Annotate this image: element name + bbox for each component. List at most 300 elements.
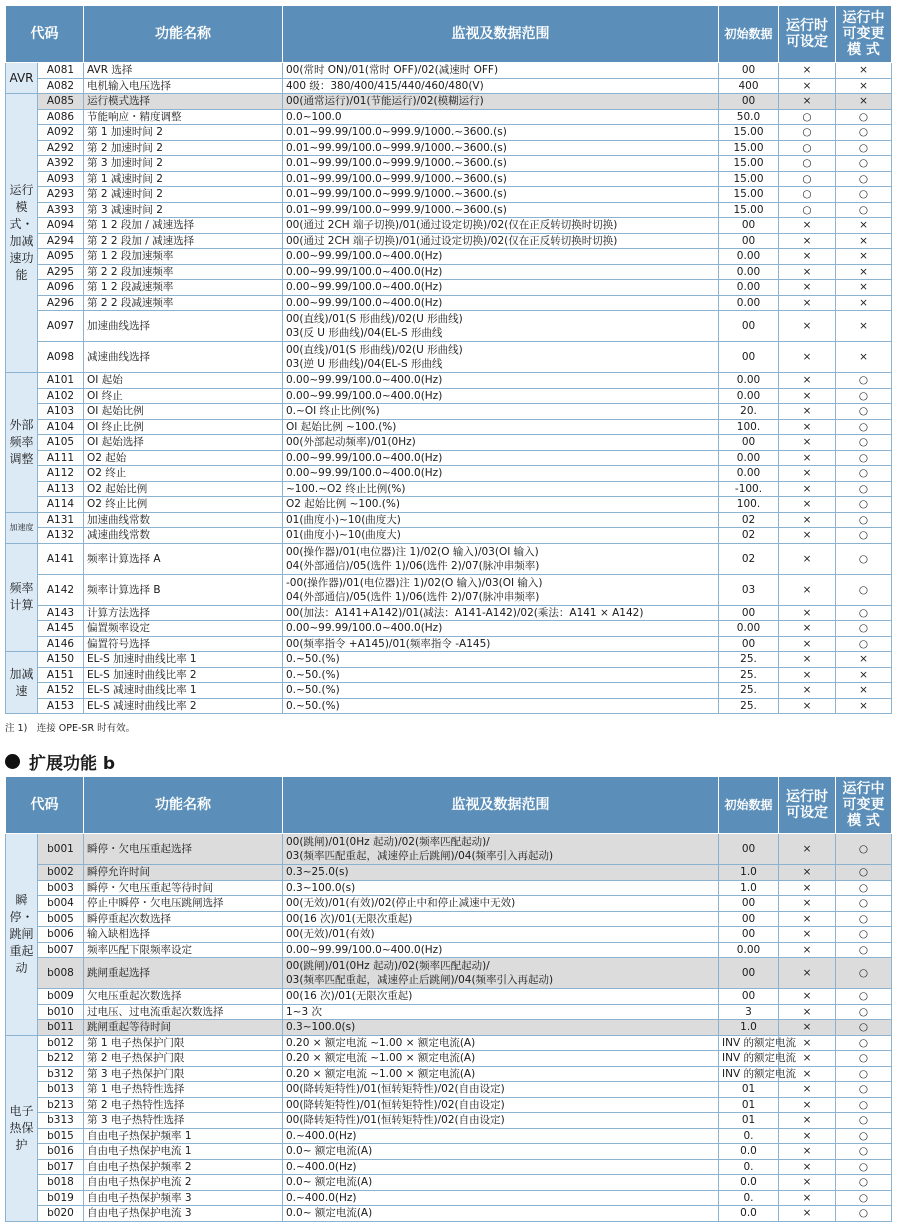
- table-row: [6, 865, 892, 881]
- param-run-settable: ×: [779, 466, 836, 482]
- param-run-changeable: ○: [836, 497, 892, 513]
- param-init: 00: [719, 605, 779, 621]
- param-run-changeable: ○: [836, 1020, 892, 1036]
- param-run-changeable: ○: [836, 466, 892, 482]
- param-name: 自由电子热保护电流 2: [84, 1175, 283, 1191]
- param-run-settable: ○: [779, 171, 836, 187]
- param-run-changeable: ×: [836, 667, 892, 683]
- param-code: b012: [38, 1035, 84, 1051]
- param-code: b017: [38, 1159, 84, 1175]
- param-name: 跳闸重起选择: [84, 958, 283, 989]
- param-name: 频率计算选择 A: [84, 543, 283, 574]
- group-label: 加减速: [6, 652, 38, 714]
- range-line: 0.3~25.0(s): [286, 866, 349, 879]
- param-name: 电机输入电压选择: [84, 78, 283, 94]
- table-row: [6, 233, 892, 249]
- param-code: A294: [38, 233, 84, 249]
- param-run-settable: ×: [779, 543, 836, 574]
- param-run-settable: ×: [779, 1051, 836, 1067]
- param-init: 25.: [719, 652, 779, 668]
- param-run-settable: ×: [779, 497, 836, 513]
- param-code: A146: [38, 636, 84, 652]
- table-row: [6, 1035, 892, 1051]
- param-init: 15.00: [719, 140, 779, 156]
- param-run-settable: ×: [779, 1004, 836, 1020]
- param-init: 0.00: [719, 373, 779, 389]
- param-name: 频率计算选择 B: [84, 574, 283, 605]
- param-run-changeable: ○: [836, 419, 892, 435]
- param-name: 欠电压重起次数选择: [84, 989, 283, 1005]
- param-run-changeable: ○: [836, 481, 892, 497]
- param-run-settable: ×: [779, 605, 836, 621]
- param-name: 瞬停重起次数选择: [84, 911, 283, 927]
- param-range: [283, 311, 719, 342]
- param-code: A105: [38, 435, 84, 451]
- table-row: [6, 1020, 892, 1036]
- table-row: [6, 295, 892, 311]
- param-run-settable: ×: [779, 373, 836, 389]
- range-line: 00(16 次)/01(无限次重起): [286, 990, 413, 1003]
- param-run-settable: ×: [779, 834, 836, 865]
- param-code: A103: [38, 404, 84, 420]
- param-run-settable: ×: [779, 880, 836, 896]
- param-run-settable: ×: [779, 958, 836, 989]
- param-code: A153: [38, 698, 84, 714]
- param-range: [283, 865, 719, 881]
- param-init: 0.: [719, 1190, 779, 1206]
- table-row: [6, 927, 892, 943]
- range-line: 0.01~99.99/100.0~999.9/1000.~3600.(s): [286, 203, 507, 216]
- param-code: A292: [38, 140, 84, 156]
- param-run-settable: ×: [779, 249, 836, 265]
- group-label: AVR: [6, 63, 38, 94]
- param-run-changeable: ○: [836, 388, 892, 404]
- table-row: [6, 435, 892, 451]
- table-row: [6, 280, 892, 296]
- range-line: 0.20 × 额定电流 ~1.00 × 额定电流(A): [286, 1036, 476, 1049]
- param-run-settable: ×: [779, 342, 836, 373]
- param-range: [283, 958, 719, 989]
- table-row: [6, 342, 892, 373]
- param-code: b006: [38, 927, 84, 943]
- param-run-changeable: ○: [836, 896, 892, 912]
- table-row: [6, 94, 892, 110]
- range-line: 0.00~99.99/100.0~400.0(Hz): [286, 281, 443, 294]
- param-run-changeable: ×: [836, 342, 892, 373]
- param-run-settable: ×: [779, 1097, 836, 1113]
- param-run-settable: ×: [779, 1066, 836, 1082]
- range-line: ~100.~O2 终止比例(%): [286, 482, 406, 495]
- param-run-settable: ×: [779, 1175, 836, 1191]
- range-line: 00(通过 2CH 端子切换)/01(通过设定切换)/02(仅在正反转切换时切换): [286, 219, 618, 232]
- range-line: 03(频率匹配重起，减速停止后跳闸)/04(频率引入再起动): [286, 850, 554, 862]
- param-run-settable: ×: [779, 1190, 836, 1206]
- range-line: 0.~OI 终止比例(%): [286, 405, 380, 418]
- param-init: 25.: [719, 698, 779, 714]
- range-line: 0.00~99.99/100.0~400.0(Hz): [286, 389, 443, 402]
- table-row: [6, 156, 892, 172]
- param-range: [283, 1097, 719, 1113]
- param-init: 0.00: [719, 264, 779, 280]
- param-name: EL-S 减速时曲线比率 2: [84, 698, 283, 714]
- table-row: [6, 249, 892, 265]
- bullet-icon: [5, 754, 20, 769]
- section-title: 扩展功能 b: [29, 754, 116, 774]
- param-name: 输入缺相选择: [84, 927, 283, 943]
- param-code: b018: [38, 1175, 84, 1191]
- param-range: [283, 125, 719, 141]
- range-line: 04(外部通信)/05(选件 1)/06(选件 2)/07(脉冲串频率): [286, 559, 540, 572]
- param-name: O2 起始: [84, 450, 283, 466]
- param-name: 计算方法选择: [84, 605, 283, 621]
- param-name: 第 2 2 段减速频率: [84, 295, 283, 311]
- group-label: 运行模式・加减速功能: [6, 94, 38, 373]
- param-run-settable: ×: [779, 78, 836, 94]
- range-line: 00(无效)/01(有效)/02(停止中和停止减速中无效): [286, 897, 516, 910]
- table-row: [6, 683, 892, 699]
- param-code: b007: [38, 942, 84, 958]
- param-range: [283, 1128, 719, 1144]
- range-line: 00(跳闸)/01(0Hz 起动)/02(频率匹配起动)/: [286, 836, 490, 848]
- range-line: 0.0~ 额定电流(A): [286, 1207, 373, 1220]
- param-code: A082: [38, 78, 84, 94]
- table-row: [6, 989, 892, 1005]
- param-code: A085: [38, 94, 84, 110]
- table-row: [6, 911, 892, 927]
- param-code: A295: [38, 264, 84, 280]
- param-run-settable: ×: [779, 636, 836, 652]
- param-init: 3: [719, 1004, 779, 1020]
- table-row: [6, 1128, 892, 1144]
- param-range: [283, 218, 719, 234]
- col-range: 监视及数据范围: [283, 777, 719, 834]
- param-name: 瞬停允许时间: [84, 865, 283, 881]
- param-name: OI 终止: [84, 388, 283, 404]
- param-run-changeable: ×: [836, 683, 892, 699]
- param-range: [283, 1144, 719, 1160]
- range-line: 0.~50.(%): [286, 699, 340, 712]
- param-init: 50.0: [719, 109, 779, 125]
- param-run-settable: ×: [779, 94, 836, 110]
- table-row: [6, 543, 892, 574]
- param-name: 第 2 电子热保护门限: [84, 1051, 283, 1067]
- param-name: 减速曲线常数: [84, 528, 283, 544]
- param-run-settable: ×: [779, 1206, 836, 1222]
- param-range: [283, 450, 719, 466]
- param-init: 00: [719, 636, 779, 652]
- range-line: 0.00~99.99/100.0~400.0(Hz): [286, 467, 443, 480]
- param-code: b019: [38, 1190, 84, 1206]
- range-line: 0.0~ 额定电流(A): [286, 1145, 373, 1158]
- col-code: 代码: [6, 777, 84, 834]
- param-range: [283, 1020, 719, 1036]
- param-code: A097: [38, 311, 84, 342]
- param-code: b013: [38, 1082, 84, 1098]
- param-code: b003: [38, 880, 84, 896]
- param-name: 运行模式选择: [84, 94, 283, 110]
- param-range: [283, 295, 719, 311]
- param-init: 00: [719, 911, 779, 927]
- param-name: 自由电子热保护电流 3: [84, 1206, 283, 1222]
- param-run-changeable: ○: [836, 636, 892, 652]
- table-row: [6, 574, 892, 605]
- range-line: 400 级：380/400/415/440/460/480(V): [286, 79, 484, 92]
- param-init: 0.00: [719, 450, 779, 466]
- param-name: EL-S 加速时曲线比率 2: [84, 667, 283, 683]
- param-run-changeable: ○: [836, 404, 892, 420]
- param-code: A141: [38, 543, 84, 574]
- param-code: A092: [38, 125, 84, 141]
- param-name: 加速曲线常数: [84, 512, 283, 528]
- param-run-changeable: ○: [836, 1128, 892, 1144]
- param-run-settable: ○: [779, 202, 836, 218]
- param-init: 02: [719, 543, 779, 574]
- table-row: [6, 187, 892, 203]
- range-line: 0.01~99.99/100.0~999.9/1000.~3600.(s): [286, 172, 507, 185]
- param-run-settable: ×: [779, 1082, 836, 1098]
- param-run-changeable: ×: [836, 249, 892, 265]
- range-line: 1~3 次: [286, 1005, 322, 1018]
- range-line: 0.~400.0(Hz): [286, 1129, 357, 1142]
- param-run-settable: ×: [779, 989, 836, 1005]
- range-line: 03(频率匹配重起，减速停止后跳闸)/04(频率引入再起动): [286, 974, 554, 986]
- param-range: [283, 373, 719, 389]
- param-init: 0.0: [719, 1144, 779, 1160]
- param-name: 第 2 2 段加 / 减速选择: [84, 233, 283, 249]
- param-run-changeable: ○: [836, 834, 892, 865]
- param-code: A296: [38, 295, 84, 311]
- param-run-settable: ×: [779, 667, 836, 683]
- range-line: 0.20 × 额定电流 ~1.00 × 额定电流(A): [286, 1052, 476, 1065]
- param-run-settable: ×: [779, 621, 836, 637]
- range-line: 0.00~99.99/100.0~400.0(Hz): [286, 250, 443, 263]
- param-code: b016: [38, 1144, 84, 1160]
- param-range: [283, 683, 719, 699]
- param-init: 02: [719, 528, 779, 544]
- param-run-changeable: ○: [836, 1206, 892, 1222]
- param-name: 第 1 电子热特性选择: [84, 1082, 283, 1098]
- param-run-settable: ×: [779, 264, 836, 280]
- range-line: 0.00~99.99/100.0~400.0(Hz): [286, 265, 443, 278]
- param-init: 400: [719, 78, 779, 94]
- param-run-settable: ×: [779, 942, 836, 958]
- param-range: [283, 342, 719, 373]
- param-name: O2 终止比例: [84, 497, 283, 513]
- group-label: 瞬停・跳闸重起动: [6, 834, 38, 1036]
- table-row: [6, 1051, 892, 1067]
- param-run-changeable: ○: [836, 125, 892, 141]
- param-name: OI 起始比例: [84, 404, 283, 420]
- param-code: A392: [38, 156, 84, 172]
- param-run-settable: ×: [779, 419, 836, 435]
- param-run-changeable: ○: [836, 1051, 892, 1067]
- param-range: [283, 652, 719, 668]
- param-range: [283, 481, 719, 497]
- range-line: 0.00~99.99/100.0~400.0(Hz): [286, 943, 443, 956]
- param-range: [283, 605, 719, 621]
- param-range: [283, 202, 719, 218]
- param-name: 跳闸重起等待时间: [84, 1020, 283, 1036]
- param-init: -100.: [719, 481, 779, 497]
- range-line: O2 起始比例 ~100.(%): [286, 498, 400, 511]
- param-code: b004: [38, 896, 84, 912]
- table-row: [6, 466, 892, 482]
- param-code: A131: [38, 512, 84, 528]
- param-range: [283, 927, 719, 943]
- param-range: [283, 435, 719, 451]
- param-init: 01: [719, 1097, 779, 1113]
- table-row: [6, 109, 892, 125]
- table-row: [6, 264, 892, 280]
- param-run-changeable: ×: [836, 311, 892, 342]
- param-code: A114: [38, 497, 84, 513]
- param-run-settable: ×: [779, 896, 836, 912]
- param-code: A112: [38, 466, 84, 482]
- param-range: [283, 834, 719, 865]
- param-range: [283, 1113, 719, 1129]
- range-line: 0.~400.0(Hz): [286, 1160, 357, 1173]
- param-range: [283, 187, 719, 203]
- param-range: [283, 512, 719, 528]
- param-name: 自由电子热保护频率 2: [84, 1159, 283, 1175]
- param-range: [283, 156, 719, 172]
- param-run-changeable: ○: [836, 435, 892, 451]
- param-run-changeable: ○: [836, 543, 892, 574]
- range-line: 0.~50.(%): [286, 684, 340, 697]
- param-name: OI 起始: [84, 373, 283, 389]
- param-name: 瞬停・欠电压重起等待时间: [84, 880, 283, 896]
- table-row: [6, 218, 892, 234]
- param-init: 1.0: [719, 880, 779, 896]
- param-init: 0.00: [719, 388, 779, 404]
- range-line: 0.01~99.99/100.0~999.9/1000.~3600.(s): [286, 141, 507, 154]
- param-name: 第 3 电子热保护门限: [84, 1066, 283, 1082]
- param-run-changeable: ○: [836, 989, 892, 1005]
- param-range: [283, 466, 719, 482]
- param-name: OI 起始选择: [84, 435, 283, 451]
- param-range: [283, 1082, 719, 1098]
- table-row: [6, 1066, 892, 1082]
- param-run-settable: ○: [779, 125, 836, 141]
- table-row: [6, 1159, 892, 1175]
- param-code: b010: [38, 1004, 84, 1020]
- col-range: 监视及数据范围: [283, 6, 719, 63]
- param-range: [283, 989, 719, 1005]
- group-label: 加速度: [6, 512, 38, 543]
- param-code: A096: [38, 280, 84, 296]
- param-run-settable: ×: [779, 481, 836, 497]
- param-run-changeable: ○: [836, 880, 892, 896]
- param-name: 频率匹配下限频率设定: [84, 942, 283, 958]
- range-line: 0.~50.(%): [286, 668, 340, 681]
- param-code: b212: [38, 1051, 84, 1067]
- param-init: 1.0: [719, 1020, 779, 1036]
- param-run-changeable: ○: [836, 109, 892, 125]
- param-run-changeable: ○: [836, 373, 892, 389]
- param-init: 00: [719, 233, 779, 249]
- param-range: [283, 1035, 719, 1051]
- param-run-changeable: ○: [836, 140, 892, 156]
- param-name: 瞬停・欠电压重起选择: [84, 834, 283, 865]
- param-run-changeable: ○: [836, 187, 892, 203]
- param-run-settable: ×: [779, 865, 836, 881]
- table-row: [6, 621, 892, 637]
- range-line: 00(降转矩特性)/01(恒转矩特性)/02(自由设定): [286, 1098, 505, 1111]
- param-run-changeable: ○: [836, 865, 892, 881]
- param-name: 偏置频率设定: [84, 621, 283, 637]
- param-init: 00: [719, 834, 779, 865]
- footnote: 注 1) 连接 OPE-SR 时有效。: [5, 723, 136, 734]
- param-init: 0.00: [719, 621, 779, 637]
- param-code: A150: [38, 652, 84, 668]
- param-run-changeable: ○: [836, 1113, 892, 1129]
- param-run-settable: ×: [779, 450, 836, 466]
- param-init: 25.: [719, 667, 779, 683]
- range-line: 00(频率指令 +A145)/01(频率指令 -A145): [286, 637, 491, 650]
- param-range: [283, 78, 719, 94]
- param-init: 01: [719, 1082, 779, 1098]
- param-range: [283, 543, 719, 574]
- param-name: OI 终止比例: [84, 419, 283, 435]
- param-range: [283, 574, 719, 605]
- param-name: 第 1 2 段加速频率: [84, 249, 283, 265]
- table-row: [6, 1206, 892, 1222]
- param-range: [283, 1206, 719, 1222]
- param-init: 00: [719, 63, 779, 79]
- param-name: 第 2 电子热特性选择: [84, 1097, 283, 1113]
- param-init: 0.00: [719, 466, 779, 482]
- param-range: [283, 233, 719, 249]
- param-run-changeable: ○: [836, 1190, 892, 1206]
- param-run-settable: ×: [779, 1159, 836, 1175]
- table-row: [6, 388, 892, 404]
- param-run-changeable: ×: [836, 652, 892, 668]
- param-run-changeable: ○: [836, 450, 892, 466]
- col-run: 运行时可设定: [779, 777, 836, 834]
- range-line: 0.20 × 额定电流 ~1.00 × 额定电流(A): [286, 1067, 476, 1080]
- param-init: 00: [719, 958, 779, 989]
- param-run-changeable: ×: [836, 94, 892, 110]
- param-name: 节能响应・精度调整: [84, 109, 283, 125]
- range-line: 0.01~99.99/100.0~999.9/1000.~3600.(s): [286, 157, 507, 170]
- param-name: 第 1 加速时间 2: [84, 125, 283, 141]
- range-line: 00(加法：A141+A142)/01(减法：A141-A142)/02(乘法：A141 × A142): [286, 606, 644, 619]
- param-init: 15.00: [719, 156, 779, 172]
- param-range: [283, 404, 719, 420]
- param-init: 100.: [719, 419, 779, 435]
- table-row: [6, 373, 892, 389]
- param-init: 15.00: [719, 171, 779, 187]
- param-init: 0.00: [719, 280, 779, 296]
- group-label: 外部频率调整: [6, 373, 38, 513]
- param-run-changeable: ×: [836, 698, 892, 714]
- param-init: INV 的额定电流: [719, 1035, 779, 1051]
- param-code: A094: [38, 218, 84, 234]
- param-init: INV 的额定电流: [719, 1066, 779, 1082]
- param-code: A142: [38, 574, 84, 605]
- table-row: [6, 202, 892, 218]
- param-name: 第 2 2 段加速频率: [84, 264, 283, 280]
- param-name: 自由电子热保护电流 1: [84, 1144, 283, 1160]
- param-run-settable: ○: [779, 156, 836, 172]
- param-init: 00: [719, 342, 779, 373]
- table-row: [6, 880, 892, 896]
- param-code: A151: [38, 667, 84, 683]
- param-run-changeable: ○: [836, 1082, 892, 1098]
- param-run-changeable: ○: [836, 942, 892, 958]
- param-code: A101: [38, 373, 84, 389]
- param-range: [283, 280, 719, 296]
